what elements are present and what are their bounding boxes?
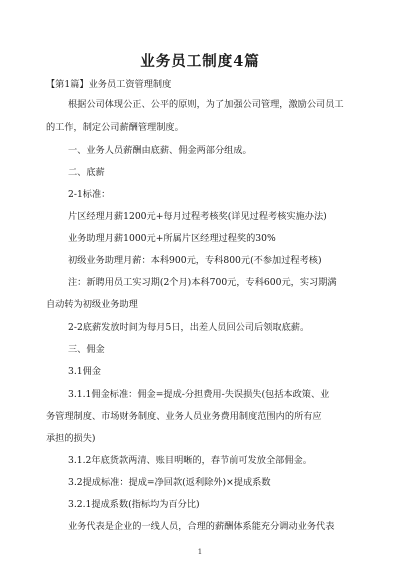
paragraph-line: 业务代表是企业的一线人员，合理的薪酬体系能充分调动业务代表 [68, 521, 335, 532]
paragraph-line: 二、底薪 [68, 167, 105, 178]
document-title: 业务员工制度4篇 [140, 53, 260, 70]
paragraph-line: 3.1佣金 [68, 366, 101, 377]
paragraph-line: 初级业务助理月薪：本科900元，专科800元(不参加过程考核) [68, 255, 322, 266]
paragraph-line: 三、佣金 [68, 344, 105, 355]
paragraph-line: 片区经理月薪1200元+每月过程考核奖(详见过程考核实施办法) [68, 211, 327, 222]
section-heading: 【第1篇】业务员工资管理制度 [46, 79, 172, 90]
paragraph-line: 业务助理月薪1000元+所属片区经理过程奖的30% [68, 233, 276, 244]
paragraph-line: 一、业务人员薪酬由底薪、佣金两部分组成。 [68, 145, 252, 156]
paragraph-line: 注：新聘用员工实习期(2个月)本科700元，专科600元，实习期满 [68, 277, 337, 288]
page-number: 1 [197, 548, 203, 556]
paragraph-line: 根据公司体现公正、公平的原则，为了加强公司管理，激励公司员工 [68, 99, 344, 110]
paragraph-line: 务管理制度、市场财务制度、业务人员业务费用制度范围内的所有应 [46, 411, 322, 422]
paragraph-line: 3.1.2年底货款两清、账目明晰的，春节前可发放全部佣金。 [68, 455, 312, 466]
paragraph-line: 2-1标准： [68, 189, 111, 200]
paragraph-line: 3.1.1佣金标准：佣金=提成-分担费用-失误损失(包括本政策、业 [68, 389, 330, 400]
paragraph-line: 承担的损失) [46, 433, 96, 444]
paragraph-line: 自动转为初级业务助理 [46, 299, 138, 310]
paragraph-line: 3.2提成标准：提成=净回款(返利除外)×提成系数 [68, 477, 271, 488]
paragraph-line: 2-2底薪发放时间为每月5日，出差人员回公司后领取底薪。 [68, 322, 310, 333]
paragraph-line: 的工作，制定公司薪酬管理制度。 [46, 122, 184, 133]
paragraph-line: 3.2.1提成系数(指标均为百分比) [68, 499, 200, 510]
